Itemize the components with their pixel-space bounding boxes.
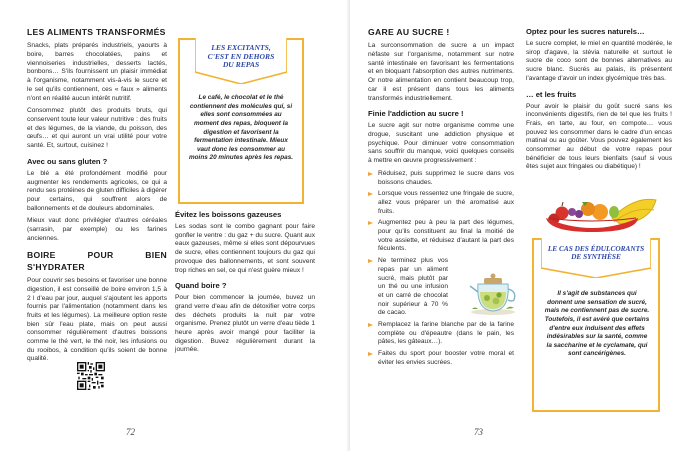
section-title-naturels: Optez pour les sucres naturels…: [526, 27, 645, 36]
section-title-gazeuses: Évitez les boissons gazeuses: [175, 210, 282, 219]
callout-excitants-title: [195, 38, 287, 84]
naturels-paragraph-1: Le sucre complet, le miel en quantité modérée, le sirop d'agave, la stévia naturelle et surtout le sucre de coco sont de bonnes alternatives au sucre blanc. Sucrés au palais, ils présentent l'avantage d'avoir un index glycémique très bas.: [526, 40, 672, 82]
list-item: Réduisez, puis supprimez le sucre dans vos boissons chaudes.: [368, 170, 514, 187]
addiction-paragraph-1: Le sucre agit sur notre organisme comme une drogue, suscitant une addiction physique et psychique. Pour diminuer votre consommation sans souffrir du manque, voici quelques conseils à mettre en œuvre progressivement :: [368, 122, 514, 165]
callout-excitants: [178, 38, 304, 204]
left-column-1: [27, 22, 167, 368]
fruits-paragraph-1: Pour avoir le plaisir du goût sucré sans les inconvénients digestifs, rien de tel que les fruits ! Frais, en tarte, au four, en compote… vous pouvez les consommer dans le cadre d'un encas matinal ou au goûter. Vous pouvez également les consommer au début de votre repas pour bénéficier de tous leurs bienfaits (sauf si vous êtes sujet aux fringales ou diabétique) !: [526, 102, 672, 171]
section-title-sucre: GARE AU SUCRE !: [368, 27, 450, 37]
sucre-paragraph-1: La surconsommation de sucre a un impact néfaste sur l'organisme, notamment sur notre santé intestinale en favorisant les fermentations et en bloquant l'absorption des autres nutriments. Or notre alimentation en contient beaucoup trop, car il est présent dans tous les aliments transformés industriellement.: [368, 42, 514, 102]
callout-excitants-title-line-3: DU REPAS: [222, 60, 260, 70]
teapot-illustration-icon: [468, 262, 518, 316]
callout-edulcorants-title: [541, 238, 651, 278]
callout-edulcorants-title-line-1: LE CAS DES ÉDULCORANTS: [547, 244, 645, 253]
callout-edulcorants: [532, 238, 660, 412]
right-page: [350, 0, 700, 451]
fruit-bowl-illustration-icon: [542, 192, 660, 234]
left-column-2: [175, 204, 315, 359]
aliments-paragraph-1: Snacks, plats préparés industriels, yaourts à boire, barres chocolatées, pains et viennoiseries industrielles, desserts lactés, bonbons… S'ils fournissent un plaisir immédiat à l'organisme, notamment vis-à-vis le sucre et le sel qu'ils contiennent, ces « faux » aliments n'ont en réalité aucun intérêt nutritif.: [27, 42, 167, 102]
callout-edulcorants-title-line-2: DE SYNTHÈSE: [571, 252, 621, 262]
section-title-hydrater: BOIRE POUR BIEN S'HYDRATER: [27, 250, 167, 272]
page-number-left: 72: [126, 427, 135, 437]
list-item: Lorsque vous ressentez une fringale de sucre, allez vous préparer un thé aromatisé aux fruits.: [368, 190, 514, 216]
right-column-2: [526, 22, 672, 176]
list-item: Ne terminez plus vos repas par un aliment sucré, mais plutôt par un thé ou une infusion et un carré de chocolat noir supérieur à 70 % de cacao.: [368, 257, 514, 318]
section-title-fruits: … et les fruits: [526, 89, 577, 99]
callout-excitants-body: Le café, le chocolat et le thé contiennent des molécules qui, si elles sont consommées au moment des repas, bloquent la digestion et favorisent la fermentation intestinale. Mieux vaut donc les consommer au moins 20 minutes après les repas.: [188, 94, 294, 162]
section-title-quand: Quand boire ?: [175, 281, 227, 291]
qr-code-icon[interactable]: [77, 362, 105, 390]
gazeuses-paragraph-1: Les sodas sont le combo gagnant pour faire gonfler le ventre : du gaz + du sucre. Quant aux eaux gazeuses, même si elles sont dépourvues de sucre, elles contiennent toujours du gaz qui provoque des ballonnements, et sont souvent trop riches en sel, ce qui n'est guère mieux !: [175, 223, 315, 274]
list-item: Augmentez peu à peu la part des légumes, pour qu'ils constituent au final la moitié de votre assiette, et réduisez d'autant la part des féculents.: [368, 219, 514, 254]
page-number-right: 73: [474, 427, 483, 437]
list-item: Remplacez la farine blanche par de la farine complète ou d'épeautre (dans le pain, les pâtes, les gâteaux…).: [368, 321, 514, 347]
section-title-aliments: LES ALIMENTS TRANSFORMÉS: [27, 27, 166, 37]
right-column-1: [368, 22, 514, 371]
gluten-paragraph-1: Le blé a été profondément modifié pour augmenter les rendements agricoles, ce qui a rendu ses protéines de gluten difficiles à digérer pour certains, qui souffrent alors de ballonnements et de douleurs abdominales.: [27, 169, 167, 212]
list-item: Faites du sport pour booster votre moral et éviter les envies sucrées.: [368, 350, 514, 367]
quand-paragraph-1: Pour bien commencer la journée, buvez un grand verre d'eau afin de détoxifier votre corps des déchets produits la nuit par votre organisme. Prenez plutôt un verre d'eau tiède 1 heure après avoir mangé pour faciliter la digestion. Buvez régulièrement durant la journée.: [175, 294, 315, 354]
callout-excitants-title-line-1: LES EXCITANTS,: [211, 43, 271, 52]
callout-edulcorants-body: Il s'agit de substances qui donnent une sensation de sucré, mais ne contiennent pas de sucre. Toutefois, il est avéré que certains d'entre eux induisent des effets indésirables sur la santé, comme la saccharine et le cyclamate, qui sont cancérigènes.: [544, 290, 650, 358]
aliments-paragraph-2: Consommez plutôt des produits bruts, qui conservent toute leur valeur nutritive : des fruits et des légumes, de la viande, du poisson, des œufs… et qui auront un vrai utilité pour votre santé. Et, surtout, cuisinez !: [27, 107, 167, 150]
section-title-gluten: Avec ou sans gluten ?: [27, 156, 108, 166]
hydrater-paragraph-1: Pour couvrir ses besoins et favoriser une bonne digestion, il est conseillé de boire environ 1,5 à 2 l d'eau par jour, auquel s'ajoutent les apports fournis par l'alimentation (notamment dans les fruits et les légumes). La meilleure option reste bien sûr l'eau plate, mais on peut aussi consommer régulièrement d'autres boissons comme le thé vert, le thé noir, les infusions ou du rooibos, à condition qu'ils soient de bonne qualité.: [27, 277, 167, 363]
callout-excitants-title-line-2: C'EST EN DEHORS: [207, 51, 275, 61]
section-title-addiction: Finie l'addiction au sucre !: [368, 109, 464, 119]
gluten-paragraph-2: Mieux vaut donc privilégier d'autres céréales (sarrasin, par exemple) ou les farines anciennes.: [27, 217, 167, 242]
